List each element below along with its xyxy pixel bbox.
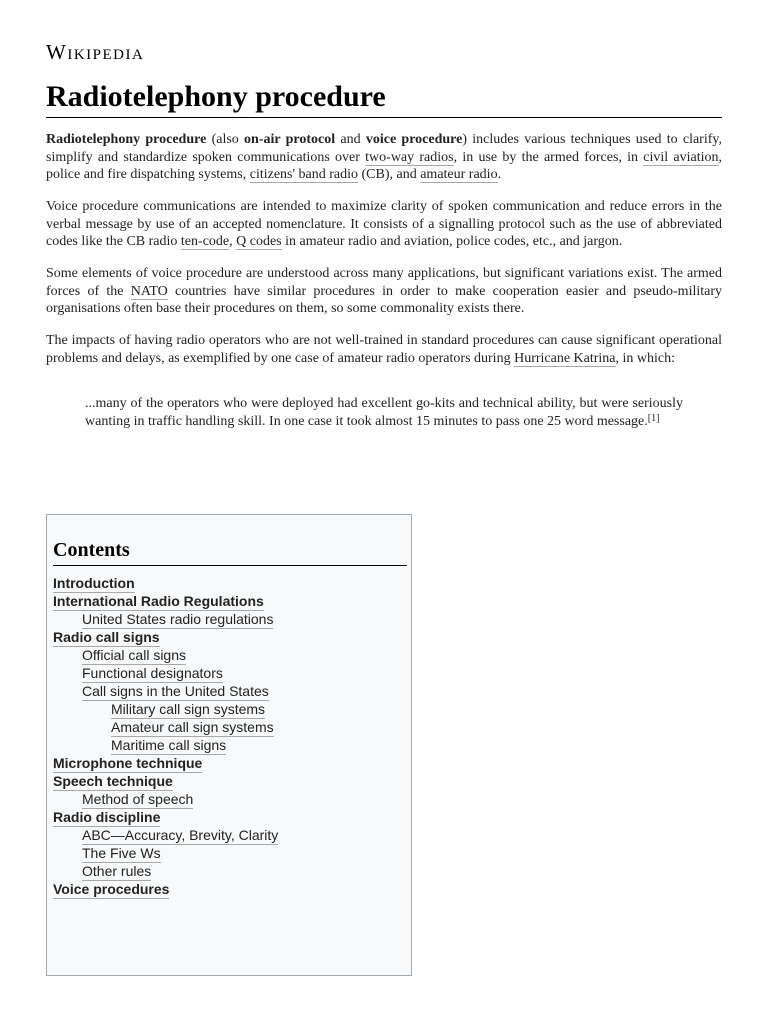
link-two-way-radios[interactable]: two-way radios	[365, 149, 454, 165]
reference-link[interactable]: [1]	[647, 413, 660, 424]
article-body	[46, 131, 722, 431]
bold-term: voice procedure	[365, 132, 463, 147]
toc-link[interactable]: Functional designators	[82, 665, 223, 681]
toc-link[interactable]: Radio discipline	[53, 809, 161, 825]
paragraph-voice-procedure	[46, 198, 722, 251]
toc-item-amateur-call-sign-systems	[53, 719, 407, 737]
logo-text: Wikipedia	[46, 40, 145, 64]
toc-item-international-radio-regulations	[53, 593, 407, 611]
toc-link[interactable]: United States radio regulations	[82, 611, 274, 627]
text-run: ) includes various techniques used to clarify, simplify and standardize spoken communications over	[46, 132, 722, 165]
paragraph-intro	[46, 131, 722, 184]
toc-item-method-of-speech	[53, 791, 407, 809]
toc-item-radio-call-signs	[53, 629, 407, 647]
page-title: Radiotelephony procedure	[46, 80, 722, 118]
text-run: ,	[229, 234, 237, 249]
link-civil-aviation[interactable]: civil aviation	[643, 149, 719, 165]
toc-item-call-signs-united-states	[53, 683, 407, 701]
toc-link[interactable]: Call signs in the United States	[82, 683, 269, 699]
text-run: (CB), and	[358, 167, 421, 182]
toc-item-other-rules	[53, 863, 407, 881]
text-run: and	[335, 132, 366, 147]
toc-link[interactable]: Amateur call sign systems	[111, 719, 274, 735]
toc-item-radio-discipline	[53, 809, 407, 827]
text-run: (also	[206, 132, 245, 147]
text-run: The impacts of having radio operators who are not well-trained in standard procedures can cause significant operational problems and delays, as exemplified by one case of amateur radio operators during	[46, 333, 722, 366]
toc-item-functional-designators	[53, 665, 407, 683]
text-run: Some elements of voice procedure are understood across many applications, but significant variations exist. The armed forces of the	[46, 266, 722, 299]
table-of-contents	[46, 514, 412, 976]
toc-link[interactable]: The Five Ws	[82, 845, 161, 861]
toc-link[interactable]: Official call signs	[82, 647, 187, 663]
link-citizens-band-radio[interactable]: citizens' band radio	[249, 167, 358, 182]
toc-link[interactable]: Microphone technique	[53, 755, 203, 771]
toc-item-voice-procedures	[53, 881, 407, 899]
toc-link[interactable]: Military call sign systems	[111, 701, 266, 717]
toc-link[interactable]: Maritime call signs	[111, 737, 227, 753]
text-run: , in use by the armed forces, in	[453, 149, 644, 165]
link-q-codes[interactable]: Q codes	[236, 234, 282, 249]
link-nato[interactable]: NATO	[130, 283, 168, 299]
bold-term: on-air protocol	[244, 132, 336, 147]
link-hurricane-katrina[interactable]: Hurricane Katrina	[514, 350, 616, 366]
text-run: , police and fire dispatching systems,	[46, 149, 722, 182]
toc-item-military-call-sign-systems	[53, 701, 407, 719]
link-ten-code[interactable]: ten-code	[180, 234, 230, 249]
toc-title: Contents	[53, 539, 407, 566]
toc-link[interactable]: International Radio Regulations	[53, 593, 264, 609]
toc-item-microphone-technique	[53, 755, 407, 773]
quote-text: ...many of the operators who were deployed had excellent go-kits and technical ability, but were seriously wanting in traffic handling skill. In one case it took almost 15 minutes to pass one 25 word message.	[85, 396, 683, 429]
toc-item-speech-technique	[53, 773, 407, 791]
text-run: countries have similar procedures in order to make cooperation easier and pseudo-military organisations often base their procedures on them, so some commonality exists there.	[46, 283, 723, 316]
link-amateur-radio[interactable]: amateur radio	[420, 167, 498, 182]
text-run: in amateur radio and aviation, police codes, etc., and jargon.	[281, 234, 623, 249]
toc-link[interactable]: Radio call signs	[53, 629, 160, 645]
text-run: , in which:	[615, 350, 676, 366]
toc-item-maritime-call-signs	[53, 737, 407, 755]
toc-link[interactable]: Other rules	[82, 863, 152, 879]
text-run: .	[497, 167, 502, 182]
toc-link[interactable]: Method of speech	[82, 791, 194, 807]
toc-link[interactable]: Voice procedures	[53, 881, 170, 897]
toc-item-abc	[53, 827, 407, 845]
wikipedia-logo[interactable]	[46, 40, 144, 65]
text-run: Voice procedure communications are intended to maximize clarity of spoken communication and reduce errors in the verbal message by use of an accepted nomenclature. It consists of a signalling protocol such as the use of abbreviated codes like the CB radio	[46, 199, 722, 249]
paragraph-elements	[46, 265, 722, 318]
toc-link[interactable]: Introduction	[53, 575, 135, 591]
toc-item-united-states-radio-regulations	[53, 611, 407, 629]
bold-term: Radiotelephony procedure	[46, 132, 207, 147]
toc-link[interactable]: ABC—Accuracy, Brevity, Clarity	[82, 827, 279, 843]
toc-item-introduction	[53, 575, 407, 593]
toc-item-official-call-signs	[53, 647, 407, 665]
paragraph-impacts	[46, 332, 722, 367]
toc-link[interactable]: Speech technique	[53, 773, 173, 789]
toc-item-five-ws	[53, 845, 407, 863]
block-quote	[85, 395, 683, 431]
toc-list	[53, 575, 407, 899]
